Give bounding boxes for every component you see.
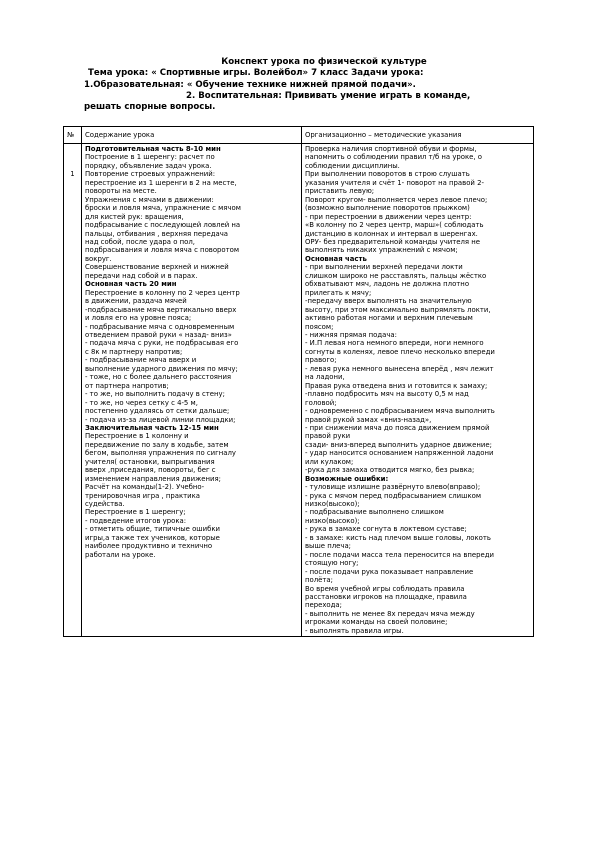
methodical-notes-cell bbox=[302, 144, 534, 637]
method-line: или кулаком; bbox=[305, 457, 354, 466]
content-line: - то же, но выполнить подачу в стену; bbox=[85, 390, 225, 399]
content-line: подбрасывание с последующей ловлей на bbox=[85, 221, 241, 230]
method-line: - удар наносится основанием напряженной ладони bbox=[305, 449, 494, 458]
column-header-number: № bbox=[64, 127, 82, 144]
content-line: постепенно удаляясь от сетки дальше; bbox=[85, 407, 230, 416]
content-line: отведением правой руки « назад- вниз» bbox=[85, 330, 232, 339]
table-row bbox=[64, 144, 534, 637]
column-header-methods: Организационно – методические указания bbox=[302, 127, 534, 144]
content-line: тренировочная игра , практика bbox=[85, 491, 201, 500]
content-line: учителя( остановки, выпрыгивания bbox=[85, 457, 215, 466]
content-line: работали на уроке. bbox=[85, 550, 156, 559]
method-line: - рука в замахе согнута в локтевом суставе; bbox=[305, 525, 467, 534]
content-line: - тоже, но с более дальнего расстояния bbox=[85, 373, 232, 382]
content-line: - подбрасывание мяча вверх и bbox=[85, 356, 197, 365]
table-header-row bbox=[64, 127, 534, 144]
content-line: - подведение итогов урока: bbox=[85, 516, 187, 525]
task-upbringing-cont: решать спорные вопросы. bbox=[84, 102, 216, 113]
method-line: напомнить о соблюдении правил т/б на уроке, о bbox=[305, 153, 483, 162]
content-line: вокруг. bbox=[85, 254, 112, 263]
content-line: бегом, выполняя упражнения по сигналу bbox=[85, 449, 236, 458]
content-line: Совершенствование верхней и нижней bbox=[85, 263, 229, 272]
method-line: на ладони, bbox=[305, 373, 345, 382]
method-line: прилегать к мячу; bbox=[305, 288, 372, 297]
content-line: Перестроение в 1 колонну и bbox=[85, 432, 189, 441]
content-line: Перестроение в колонну по 2 через центр bbox=[85, 288, 240, 297]
content-line: -подбрасывание мяча вертикально вверх bbox=[85, 305, 237, 314]
method-line: Проверка наличия спортивной обуви и формы, bbox=[305, 145, 477, 153]
content-line: изменением направления движения; bbox=[85, 474, 221, 483]
content-line: Перестроение в 1 шеренгу; bbox=[85, 508, 186, 517]
content-line: и ловля его на уровне пояса; bbox=[85, 314, 192, 323]
content-line: Основная часть 20 мин bbox=[85, 280, 177, 289]
method-line: обхватывают мяч, ладонь не должна плотно bbox=[305, 280, 470, 289]
content-line: - подбрасывание мяча с одновременным bbox=[85, 322, 235, 331]
content-line: Упражнения с мячами в движении: bbox=[85, 195, 214, 204]
lesson-plan-table bbox=[63, 126, 534, 637]
method-line: - одновременно с подбрасыванием мяча выполнить bbox=[305, 407, 495, 416]
document-title: Конспект урока по физической культуре bbox=[221, 57, 427, 67]
content-line: Подготовительная часть 8-10 мин bbox=[85, 145, 221, 153]
method-line: - в замахе: кисть над плечом выше головы, локоть bbox=[305, 533, 491, 542]
method-line: -плавно подбросить мяч на высоту 0,5 м над bbox=[305, 390, 469, 399]
method-line: - при снижении мяча до пояса движением прямой bbox=[305, 423, 490, 432]
method-line: - выполнять правила игры. bbox=[305, 626, 404, 635]
method-line: -рука для замаха отводится мягко, без рывка; bbox=[305, 466, 475, 475]
method-line: - выполнить не менее 8х передач мяча между bbox=[305, 609, 475, 618]
content-line: от партнера напротив; bbox=[85, 381, 169, 390]
method-line: поясом; bbox=[305, 322, 334, 331]
method-line: - при выполнении верхней передачи локти bbox=[305, 263, 463, 272]
content-line: в движении, раздача мячей bbox=[85, 297, 187, 306]
content-line: передвижение по залу в ходьбе, затем bbox=[85, 440, 229, 449]
method-line: выше плеча; bbox=[305, 542, 352, 551]
method-line: Возможные ошибки: bbox=[305, 474, 389, 483]
content-line: Расчёт на команды(1-2). Учебно- bbox=[85, 483, 205, 492]
method-line: игроками команды на своей половине; bbox=[305, 618, 448, 627]
method-line: При выполнении поворотов в строю слушать bbox=[305, 170, 470, 179]
method-line: - туловище излишне развёрнуто влево(вправо); bbox=[305, 483, 481, 492]
method-line: сзади- вниз-вперед выполнить ударное движение; bbox=[305, 440, 492, 449]
method-line: стоящую ногу; bbox=[305, 559, 359, 568]
method-line: соблюдении дисциплины. bbox=[305, 161, 400, 170]
lesson-topic-line: Тема урока: « Спортивные игры. Волейбол» 7 класс Задачи урока: bbox=[88, 68, 424, 79]
method-line: - подбрасывание выполнено слишком bbox=[305, 508, 444, 517]
method-line: Поворот кругом- выполняется через левое плечо; bbox=[305, 195, 488, 204]
content-line: игры,а также тех учеников, которые bbox=[85, 533, 220, 542]
method-line: слишком широко не расставлять, пальцы жёстко bbox=[305, 271, 487, 280]
method-line: правой рукой замах «вниз-назад», bbox=[305, 415, 432, 424]
content-line: судейства. bbox=[85, 500, 125, 509]
method-line: приставить левую; bbox=[305, 187, 375, 196]
lesson-content-cell bbox=[82, 144, 302, 637]
method-line: правой руки bbox=[305, 432, 351, 441]
row-number bbox=[64, 144, 82, 637]
content-line: - подача из-за лицевой линии площадки; bbox=[85, 415, 236, 424]
method-line: - после подачи масса тела переносится на впереди bbox=[305, 550, 495, 559]
content-line: Заключительная часть 12-15 мин bbox=[85, 423, 219, 432]
content-line: пальцы, отбивания , верхняя передача bbox=[85, 229, 229, 238]
content-line: Повторение строевых упражнений: bbox=[85, 170, 216, 179]
row-number-value: 1 bbox=[70, 170, 75, 178]
method-line: -передачу вверх выполнять на значительную bbox=[305, 297, 472, 306]
content-line: - отметить общие, типичные ошибки bbox=[85, 525, 220, 534]
task-upbringing: 2. Воспитательная: Прививать умение играть в команде, bbox=[186, 90, 471, 101]
method-line: расстановки игроков на площадке, правила bbox=[305, 593, 467, 602]
method-line: Основная часть bbox=[305, 254, 367, 263]
method-line: низко(высоко); bbox=[305, 500, 360, 509]
column-header-content: Содержание урока bbox=[82, 127, 302, 144]
content-line: наиболее продуктивно и технично bbox=[85, 542, 213, 551]
method-line: высоту, при этом максимально выпрямлять локти, bbox=[305, 305, 491, 314]
method-line: правого; bbox=[305, 356, 337, 365]
method-line: - И.П левая нога немного впереди, ноги немного bbox=[305, 339, 484, 348]
content-line: вверх ,приседания, повороты, бег с bbox=[85, 466, 216, 475]
task-educational: 1.Образовательная: « Обучение технике нижней прямой подачи». bbox=[84, 79, 416, 90]
method-line: активно работая ногами и верхним плечевым bbox=[305, 314, 473, 323]
method-line: низко(высоко); bbox=[305, 516, 360, 525]
content-line: выполнение ударного движения по мячу; bbox=[85, 364, 238, 373]
method-line: «В колонну по 2 через центр, марш»( соблюдать bbox=[305, 221, 484, 230]
content-line: подбрасывания и ловля мяча с поворотом bbox=[85, 246, 240, 255]
content-line: над собой, после удара о пол, bbox=[85, 237, 195, 246]
method-line: Правая рука отведена вниз и готовится к замаху; bbox=[305, 381, 488, 390]
lesson-header bbox=[84, 57, 524, 113]
content-line: - то же, но через сетку с 4-5 м, bbox=[85, 398, 198, 407]
method-line: согнуты в коленях, левое плечо несколько впереди bbox=[305, 347, 495, 356]
content-line: с 8к м партнеру напротив; bbox=[85, 347, 183, 356]
content-line: порядку, объявление задач урока. bbox=[85, 161, 212, 170]
method-line: головой; bbox=[305, 398, 337, 407]
method-line: перехода; bbox=[305, 601, 342, 610]
content-line: броски и ловля мяча, упражнение с мячом bbox=[85, 204, 241, 213]
method-line: - нижняя прямая подача: bbox=[305, 330, 397, 339]
content-line: Построение в 1 шеренгу: расчет по bbox=[85, 153, 215, 162]
method-line: полёта; bbox=[305, 576, 333, 585]
content-line: повороты на месте. bbox=[85, 187, 157, 196]
method-line: выполнять никаких упражнений с мячом; bbox=[305, 246, 458, 255]
method-line: Во время учебной игры соблюдать правила bbox=[305, 584, 465, 593]
method-line: указания учителя и счёт 1- поворот на правой 2- bbox=[305, 178, 484, 187]
content-line: для кистей рук: вращения, bbox=[85, 212, 184, 221]
method-line: - при перестроении в движении через центр: bbox=[305, 212, 472, 221]
content-line: передачи над собой и в парах. bbox=[85, 271, 198, 280]
method-line: дистанцию в колоннах и интервал в шеренгах. bbox=[305, 229, 478, 238]
content-line: перестроение из 1 шеренги в 2 на месте, bbox=[85, 178, 237, 187]
method-line: ОРУ- без предварительной команды учителя не bbox=[305, 237, 480, 246]
method-line: - после подачи рука показывает направление bbox=[305, 567, 474, 576]
method-line: (возможно выполнение поворотов прыжком) bbox=[305, 204, 470, 213]
method-line: - левая рука немного вынесена вперёд , мяч лежит bbox=[305, 364, 494, 373]
content-line: - подача мяча с руки, не подбрасывая его bbox=[85, 339, 239, 348]
method-line: - рука с мячом перед подбрасыванием слишком bbox=[305, 491, 482, 500]
